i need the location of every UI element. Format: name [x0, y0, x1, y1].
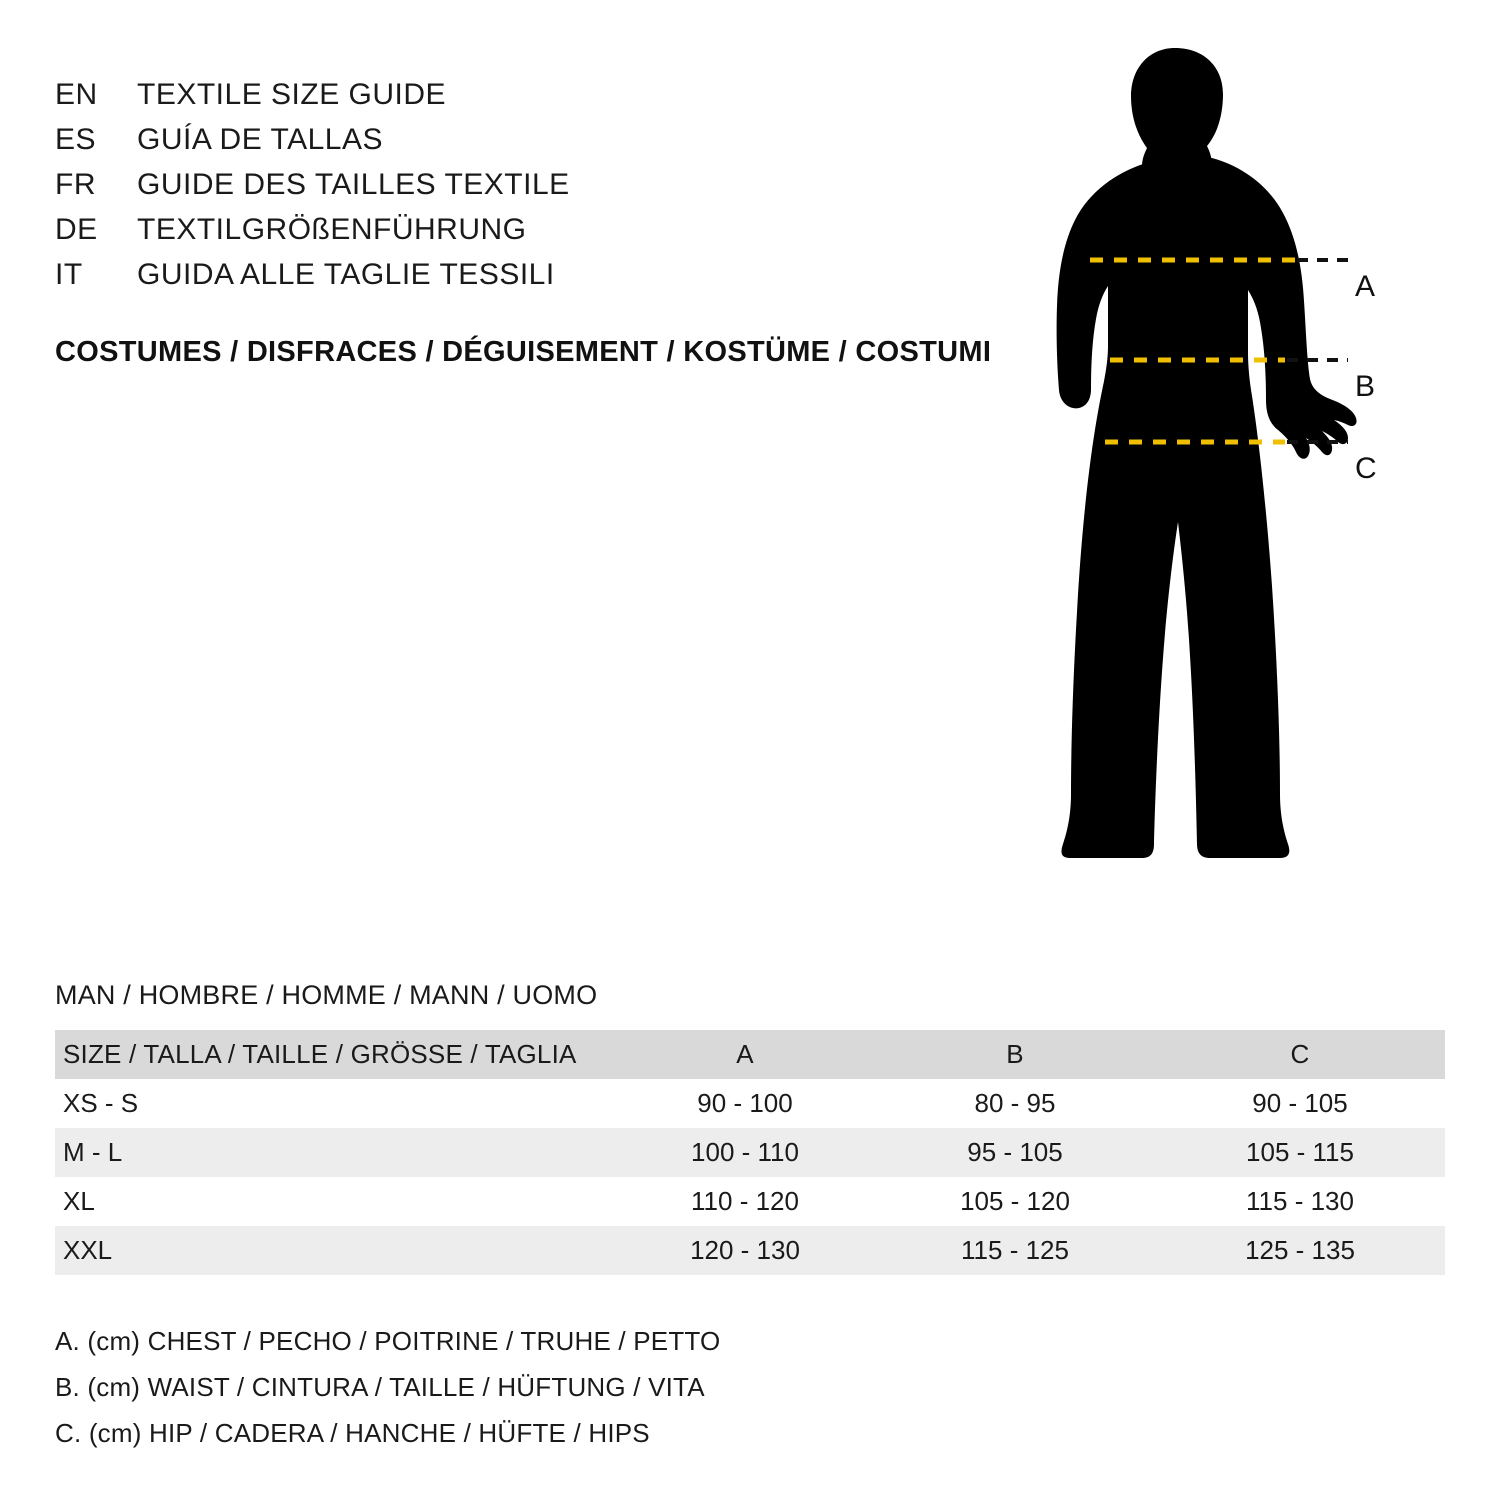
cell-size: XXL — [63, 1235, 113, 1265]
cell-c: 125 - 135 — [1245, 1235, 1355, 1265]
cell-size: XS - S — [63, 1088, 139, 1118]
language-text-de: TEXTILGRÖßENFÜHRUNG — [137, 213, 527, 246]
table-row — [55, 1226, 1445, 1275]
language-text-es: GUÍA DE TALLAS — [137, 123, 383, 156]
language-code-fr: FR — [55, 168, 96, 201]
cell-b: 105 - 120 — [960, 1186, 1070, 1216]
footnote-b: B. (cm) WAIST / CINTURA / TAILLE / HÜFTUNG / VITA — [55, 1372, 705, 1402]
label-a: A — [1355, 270, 1376, 303]
label-c: C — [1355, 452, 1377, 485]
language-row-it — [55, 252, 955, 297]
footnote-a: A. (cm) CHEST / PECHO / POITRINE / TRUHE / PETTO — [55, 1326, 721, 1356]
language-list — [55, 72, 955, 297]
table-header-row — [55, 1030, 1445, 1079]
cell-c: 115 - 130 — [1246, 1186, 1354, 1216]
label-b: B — [1355, 370, 1376, 403]
language-text-fr: GUIDE DES TAILLES TEXTILE — [137, 168, 570, 201]
cell-a: 90 - 100 — [697, 1088, 793, 1118]
table-row — [55, 1177, 1445, 1226]
language-row-es — [55, 117, 955, 162]
cell-b: 80 - 95 — [974, 1088, 1056, 1118]
cell-c: 105 - 115 — [1246, 1137, 1354, 1167]
cell-a: 100 - 110 — [691, 1137, 799, 1167]
cell-size: XL — [63, 1186, 95, 1216]
language-row-fr — [55, 162, 955, 207]
category-line: COSTUMES / DISFRACES / DÉGUISEMENT / KOSTÜME / COSTUMI — [55, 336, 992, 368]
male-silhouette-icon — [1000, 30, 1470, 930]
language-text-it: GUIDA ALLE TAGLIE TESSILI — [137, 258, 555, 291]
column-header-c: C — [1155, 1030, 1445, 1079]
table-title: MAN / HOMBRE / HOMME / MANN / UOMO — [55, 980, 598, 1010]
language-row-en — [55, 72, 955, 117]
cell-a: 110 - 120 — [691, 1186, 799, 1216]
cell-a: 120 - 130 — [690, 1235, 800, 1265]
language-row-de — [55, 207, 955, 252]
column-header-b: B — [875, 1030, 1155, 1079]
column-header-size: SIZE / TALLA / TAILLE / GRÖSSE / TAGLIA — [55, 1030, 615, 1079]
cell-b: 95 - 105 — [967, 1137, 1063, 1167]
footnote-list — [55, 1318, 1255, 1456]
size-table — [55, 1030, 1445, 1275]
table-row — [55, 1128, 1445, 1177]
language-text-en: TEXTILE SIZE GUIDE — [137, 78, 447, 111]
language-code-es: ES — [55, 123, 97, 156]
cell-size: M - L — [63, 1137, 123, 1167]
cell-b: 115 - 125 — [961, 1235, 1069, 1265]
body-measurement-figure — [1000, 30, 1470, 930]
language-code-it: IT — [55, 258, 83, 291]
cell-c: 90 - 105 — [1252, 1088, 1348, 1118]
footnote-c: C. (cm) HIP / CADERA / HANCHE / HÜFTE / HIPS — [55, 1418, 650, 1448]
column-header-a: A — [615, 1030, 875, 1079]
table-row — [55, 1079, 1445, 1128]
language-code-de: DE — [55, 213, 98, 246]
language-code-en: EN — [55, 78, 98, 111]
